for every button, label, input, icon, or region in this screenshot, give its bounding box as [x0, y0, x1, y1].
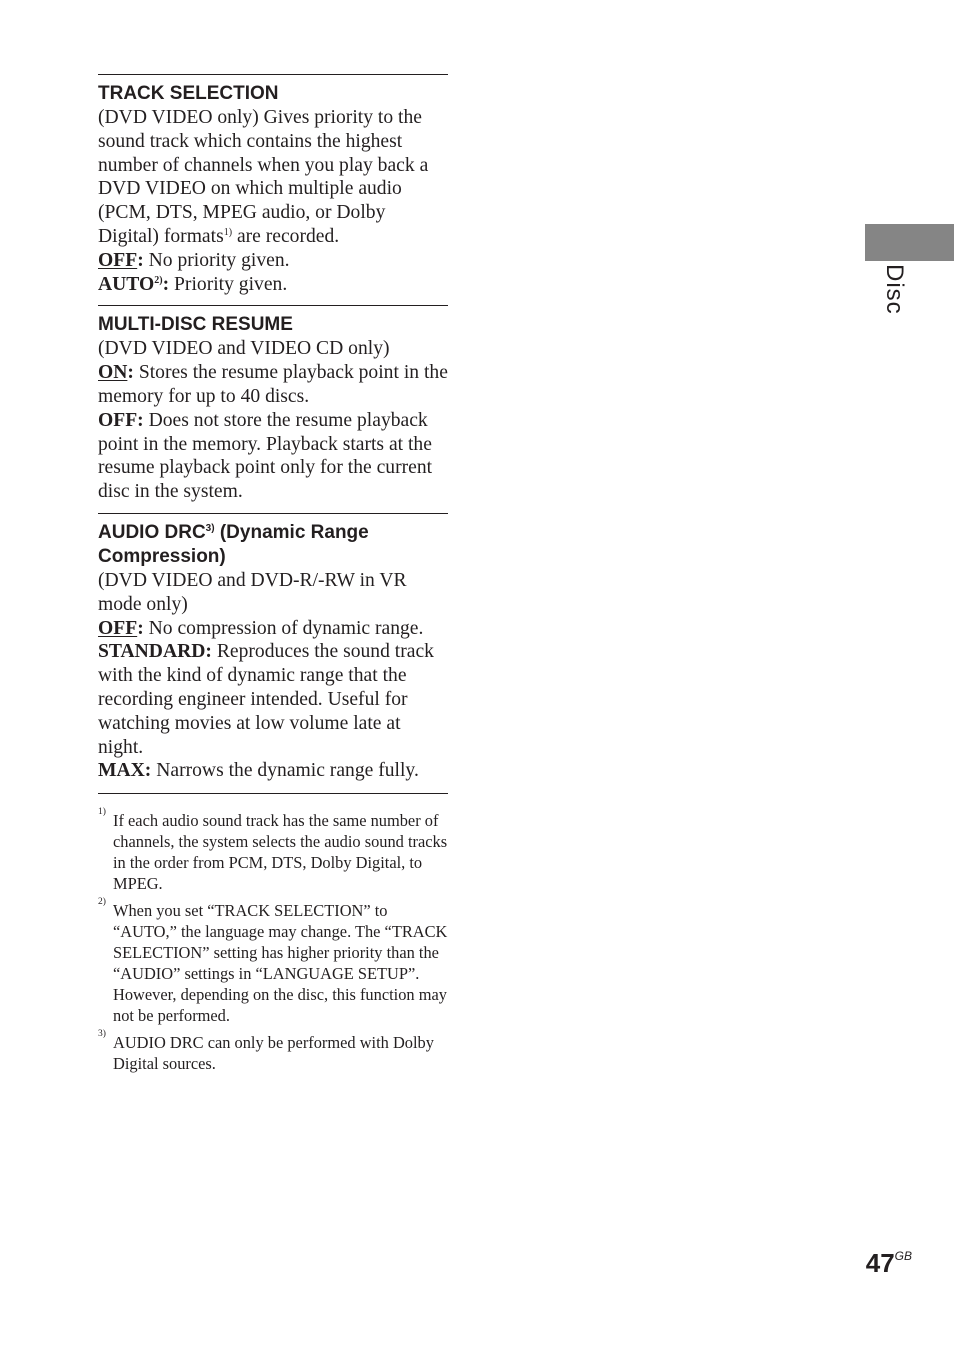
footnote-2 [98, 897, 448, 1026]
page-number: $47^{GB}$ [865, 1248, 912, 1278]
description: (DVD VIDEO only) Gives priority to the sound track which contains the highest number of channels when you play back a DVD VIDEO on which multiple audio (PCM, DTS, MPEG audio, or Dolby Digital) formats$^{1)}$ are recorded. [98, 107, 429, 247]
description: (DVD VIDEO and VIDEO CD only) [98, 338, 390, 360]
footnote-text: If each audio sound track has the same number of channels, the system selects the audio sound tracks in the order from PCM, DTS, Dolby Digital, to MPEG. [113, 811, 448, 894]
footnote-ref: 2) [154, 274, 163, 286]
option-off [98, 409, 448, 504]
option-label: OFF [98, 249, 138, 271]
option-text: Reproduces the sound track with the kind of dynamic range that the recording engineer intended. Useful for watching movies at low volume late at night. [98, 641, 434, 758]
footnote-mark: 2) [98, 897, 106, 908]
option-label: STANDARD: [98, 641, 212, 663]
section-title: AUDIO DRC$^{3)}$ (Dynamic Range Compression) [98, 521, 369, 567]
option-label: MAX: [98, 760, 152, 782]
option-auto: AUTO$^{2)}$: Priority given. [98, 273, 288, 295]
description: (DVD VIDEO and DVD-R/-RW in VR mode only) [98, 569, 407, 615]
section-audio-drc [98, 513, 448, 783]
section-title: MULTI-DISC RESUME [98, 314, 293, 336]
option-text: Priority given. [169, 273, 288, 295]
footnote-text: AUDIO DRC can only be performed with Dolby Digital sources. [113, 1033, 434, 1074]
option-text: No priority given. [143, 249, 290, 271]
page-suffix: GB [894, 1249, 912, 1263]
side-tab-label: Disc [881, 264, 908, 315]
footnote-ref: 3) [205, 522, 215, 534]
footnote-text: When you set “TRACK SELECTION” to “AUTO,” the language may change. The “TRACK SELECTION” setting has higher priority than the “AUDIO” settings in “LANGUAGE SETUP”. However, depending on the disc, this function may not be performed. [113, 901, 448, 1026]
footnote-3 [98, 1029, 448, 1074]
option-text: Stores the resume playback point in the memory for up to 40 discs. [98, 362, 448, 407]
option-text: Does not store the resume playback point in the memory. Playback starts at the resume playback point only for the current disc in the system. [98, 409, 433, 503]
option-label: ON [98, 362, 128, 384]
option-max [98, 759, 448, 783]
option-off: OFF: No compression of dynamic range. [98, 617, 424, 639]
option-off: OFF: No priority given. [98, 249, 290, 271]
option-label: AUTO [98, 273, 155, 295]
option-on: ON: Stores the resume playback point in the memory for up to 40 discs. [98, 362, 448, 407]
footnote-ref: 1) [223, 226, 233, 238]
footnote-mark: 3) [98, 1029, 106, 1040]
option-text: Narrows the dynamic range fully. [151, 760, 419, 782]
option-text: No compression of dynamic range. [143, 617, 424, 639]
footnotes [98, 793, 448, 1074]
option-label: OFF [98, 617, 138, 639]
section-track-selection [98, 74, 448, 296]
side-tab-marker [865, 224, 954, 261]
section-title: TRACK SELECTION [98, 83, 279, 104]
footnote-mark: 1) [98, 807, 106, 818]
section-multi-disc-resume [98, 305, 448, 504]
option-standard [98, 640, 448, 759]
footnote-1 [98, 807, 448, 894]
option-label: OFF: [98, 409, 144, 431]
main-column [98, 74, 448, 1080]
